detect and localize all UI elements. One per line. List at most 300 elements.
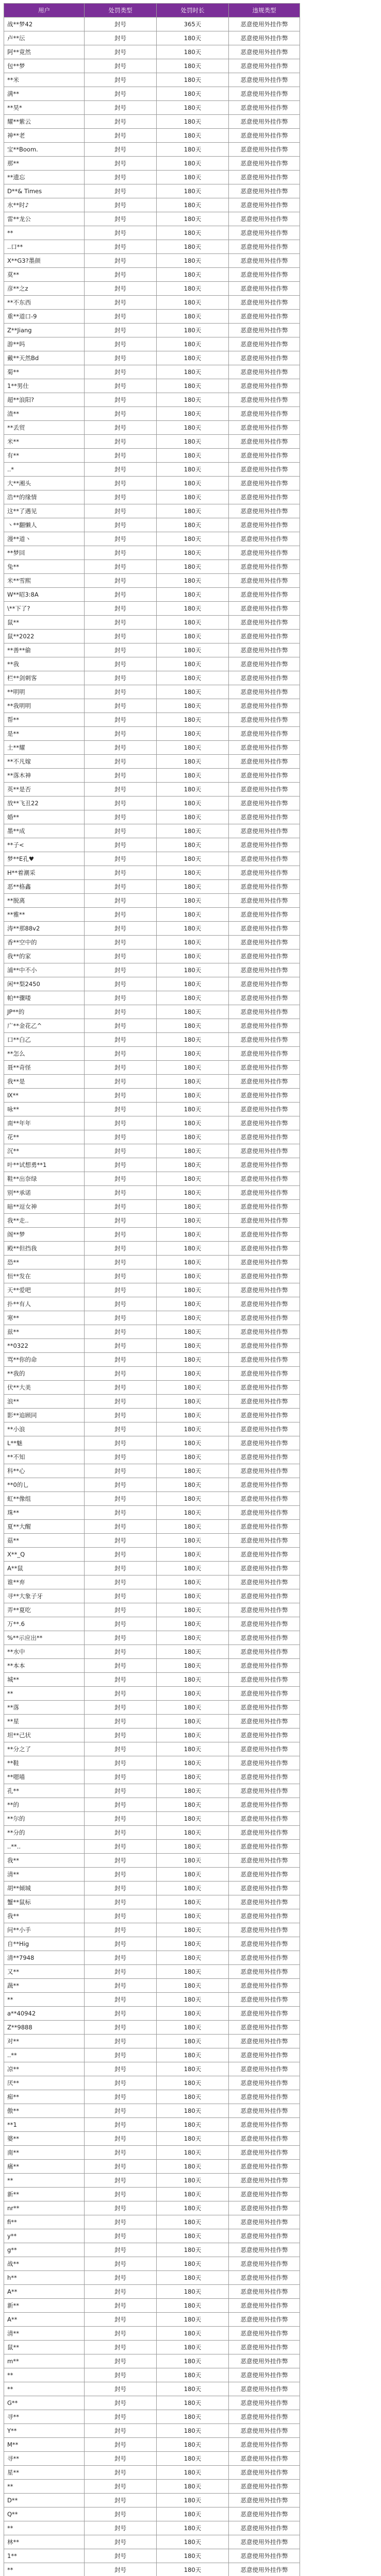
cell-penalty-type: 封号 xyxy=(85,574,157,588)
cell-username: **嗯喵 xyxy=(4,1770,85,1784)
cell-penalty-duration: 180天 xyxy=(157,2132,229,2146)
cell-penalty-type: 封号 xyxy=(85,2062,157,2076)
cell-violation-type: 恶意使用外挂作弊 xyxy=(229,1311,300,1325)
cell-username: 婆** xyxy=(4,2132,85,2146)
cell-penalty-duration: 180天 xyxy=(157,1979,229,1993)
table-row xyxy=(4,894,300,908)
table-row xyxy=(4,532,300,546)
cell-violation-type: 恶意使用外挂作弊 xyxy=(229,657,300,671)
table-row xyxy=(4,2174,300,2188)
table-row xyxy=(4,1728,300,1742)
cell-penalty-duration: 180天 xyxy=(157,1103,229,1116)
cell-penalty-duration: 180天 xyxy=(157,1603,229,1617)
cell-penalty-duration: 180天 xyxy=(157,2201,229,2215)
cell-penalty-type: 封号 xyxy=(85,337,157,351)
table-row xyxy=(4,1826,300,1840)
cell-penalty-duration: 180天 xyxy=(157,1868,229,1882)
table-row xyxy=(4,824,300,838)
cell-penalty-duration: 180天 xyxy=(157,866,229,880)
table-row xyxy=(4,1256,300,1269)
cell-penalty-type: 封号 xyxy=(85,2521,157,2535)
cell-username: 阁**梦 xyxy=(4,1228,85,1242)
table-row xyxy=(4,87,300,101)
cell-violation-type: 恶意使用外挂作弊 xyxy=(229,1701,300,1715)
cell-violation-type: 恶意使用外挂作弊 xyxy=(229,1603,300,1617)
table-row xyxy=(4,1353,300,1367)
cell-penalty-type: 封号 xyxy=(85,254,157,268)
cell-username: 花** xyxy=(4,1130,85,1144)
cell-violation-type: 恶意使用外挂作弊 xyxy=(229,337,300,351)
cell-username: 浪** xyxy=(4,1395,85,1409)
cell-username: a**40942 xyxy=(4,2007,85,2021)
cell-violation-type: 恶意使用外挂作弊 xyxy=(229,2494,300,2507)
cell-violation-type: 恶意使用外挂作弊 xyxy=(229,31,300,45)
cell-penalty-duration: 180天 xyxy=(157,296,229,310)
cell-username: **丢贸 xyxy=(4,421,85,435)
cell-penalty-duration: 180天 xyxy=(157,1742,229,1756)
cell-username: **尔的 xyxy=(4,1812,85,1826)
cell-violation-type: 恶意使用外挂作弊 xyxy=(229,2160,300,2174)
cell-violation-type: 恶意使用外挂作弊 xyxy=(229,1673,300,1687)
cell-penalty-duration: 180天 xyxy=(157,421,229,435)
cell-penalty-duration: 180天 xyxy=(157,1631,229,1645)
cell-username: ** xyxy=(4,1687,85,1701)
cell-penalty-duration: 180天 xyxy=(157,324,229,337)
cell-penalty-duration: 180天 xyxy=(157,2229,229,2243)
cell-violation-type: 恶意使用外挂作弊 xyxy=(229,2090,300,2104)
cell-violation-type: 恶意使用外挂作弊 xyxy=(229,1200,300,1214)
table-row xyxy=(4,2521,300,2535)
cell-penalty-type: 封号 xyxy=(85,393,157,407)
cell-penalty-type: 封号 xyxy=(85,769,157,783)
table-row xyxy=(4,1228,300,1242)
table-row xyxy=(4,518,300,532)
cell-penalty-type: 封号 xyxy=(85,2327,157,2341)
cell-violation-type: 恶意使用外挂作弊 xyxy=(229,1506,300,1520)
table-row xyxy=(4,1687,300,1701)
table-row xyxy=(4,2243,300,2257)
table-row xyxy=(4,1617,300,1631)
cell-violation-type: 恶意使用外挂作弊 xyxy=(229,991,300,1005)
cell-violation-type: 恶意使用外挂作弊 xyxy=(229,1659,300,1673)
cell-violation-type: 恶意使用外挂作弊 xyxy=(229,699,300,713)
cell-username: 林** xyxy=(4,2535,85,2549)
table-row xyxy=(4,1562,300,1575)
cell-username: \**下了? xyxy=(4,602,85,616)
table-row xyxy=(4,1854,300,1868)
cell-violation-type: 恶意使用外挂作弊 xyxy=(229,45,300,59)
cell-violation-type: 恶意使用外挂作弊 xyxy=(229,810,300,824)
table-row xyxy=(4,602,300,616)
cell-penalty-duration: 180天 xyxy=(157,310,229,324)
table-row xyxy=(4,45,300,59)
cell-violation-type: 恶意使用外挂作弊 xyxy=(229,880,300,894)
cell-penalty-type: 封号 xyxy=(85,1311,157,1325)
cell-penalty-type: 封号 xyxy=(85,1228,157,1242)
table-row xyxy=(4,1436,300,1450)
table-row xyxy=(4,31,300,45)
table-row xyxy=(4,1075,300,1089)
cell-username: 我**是 xyxy=(4,1075,85,1089)
cell-username: 伏**大美 xyxy=(4,1381,85,1395)
cell-username: 香**空中的 xyxy=(4,936,85,950)
cell-penalty-duration: 180天 xyxy=(157,574,229,588)
cell-penalty-type: 封号 xyxy=(85,198,157,212)
cell-violation-type: 恶意使用外挂作弊 xyxy=(229,1214,300,1228)
cell-penalty-duration: 180天 xyxy=(157,477,229,490)
cell-penalty-duration: 180天 xyxy=(157,45,229,59)
cell-username: M** xyxy=(4,2438,85,2452)
cell-penalty-duration: 180天 xyxy=(157,31,229,45)
cell-penalty-type: 封号 xyxy=(85,1770,157,1784)
cell-penalty-duration: 180天 xyxy=(157,1923,229,1937)
cell-penalty-duration: 180天 xyxy=(157,1200,229,1214)
cell-username: 包**梦 xyxy=(4,59,85,73)
table-row xyxy=(4,1269,300,1283)
table-row xyxy=(4,1325,300,1339)
table-row xyxy=(4,2132,300,2146)
cell-penalty-type: 封号 xyxy=(85,1214,157,1228)
cell-penalty-type: 封号 xyxy=(85,1339,157,1353)
table-row xyxy=(4,1214,300,1228)
cell-penalty-duration: 180天 xyxy=(157,2452,229,2466)
cell-username: 广**金花乙^ xyxy=(4,1019,85,1033)
cell-penalty-type: 封号 xyxy=(85,1534,157,1548)
cell-penalty-type: 封号 xyxy=(85,1617,157,1631)
cell-username: **小浪 xyxy=(4,1422,85,1436)
cell-penalty-type: 封号 xyxy=(85,490,157,504)
table-row xyxy=(4,337,300,351)
table-row xyxy=(4,838,300,852)
cell-violation-type: 恶意使用外挂作弊 xyxy=(229,2007,300,2021)
cell-violation-type: 恶意使用外挂作弊 xyxy=(229,490,300,504)
cell-violation-type: 恶意使用外挂作弊 xyxy=(229,59,300,73)
table-row xyxy=(4,977,300,991)
cell-penalty-duration: 180天 xyxy=(157,1367,229,1381)
table-row xyxy=(4,2229,300,2243)
table-row xyxy=(4,1061,300,1075)
table-row xyxy=(4,1798,300,1812)
cell-penalty-type: 封号 xyxy=(85,1520,157,1534)
cell-username: 胡**倾城 xyxy=(4,1882,85,1895)
cell-penalty-duration: 180天 xyxy=(157,1826,229,1840)
cell-violation-type: 恶意使用外挂作弊 xyxy=(229,1089,300,1103)
table-row xyxy=(4,1450,300,1464)
cell-username: fi** xyxy=(4,2215,85,2229)
cell-penalty-duration: 180天 xyxy=(157,602,229,616)
cell-violation-type: 恶意使用外挂作弊 xyxy=(229,449,300,463)
cell-username: 战**梦42 xyxy=(4,18,85,31)
header-penalty-type: 处罚类型 xyxy=(85,4,157,18)
cell-violation-type: 恶意使用外挂作弊 xyxy=(229,2048,300,2062)
cell-penalty-type: 封号 xyxy=(85,1882,157,1895)
cell-penalty-duration: 180天 xyxy=(157,143,229,157)
cell-violation-type: 恶意使用外挂作弊 xyxy=(229,1103,300,1116)
cell-violation-type: 恶意使用外挂作弊 xyxy=(229,518,300,532)
cell-penalty-duration: 180天 xyxy=(157,2563,229,2576)
cell-username: **昊* xyxy=(4,101,85,115)
cell-username: **1 xyxy=(4,2118,85,2132)
cell-username: 浩**的缘情 xyxy=(4,490,85,504)
cell-username: 寻**大象子牙 xyxy=(4,1589,85,1603)
table-row xyxy=(4,171,300,184)
cell-username: 影**追顾同 xyxy=(4,1409,85,1422)
cell-penalty-type: 封号 xyxy=(85,2452,157,2466)
cell-violation-type: 恶意使用外挂作弊 xyxy=(229,2480,300,2494)
cell-penalty-duration: 180天 xyxy=(157,1784,229,1798)
cell-violation-type: 恶意使用外挂作弊 xyxy=(229,1909,300,1923)
cell-penalty-type: 封号 xyxy=(85,2341,157,2354)
cell-violation-type: 恶意使用外挂作弊 xyxy=(229,1882,300,1895)
cell-penalty-duration: 180天 xyxy=(157,894,229,908)
header-penalty-duration: 处罚时长 xyxy=(157,4,229,18)
cell-penalty-type: 封号 xyxy=(85,1242,157,1256)
cell-penalty-type: 封号 xyxy=(85,1979,157,1993)
cell-violation-type: 恶意使用外挂作弊 xyxy=(229,2229,300,2243)
table-row xyxy=(4,1812,300,1826)
cell-penalty-type: 封号 xyxy=(85,2354,157,2368)
cell-username: **分之了 xyxy=(4,1742,85,1756)
cell-penalty-duration: 180天 xyxy=(157,463,229,477)
cell-username: 咏** xyxy=(4,1103,85,1116)
cell-penalty-type: 封号 xyxy=(85,1172,157,1186)
cell-username: 沉** xyxy=(4,1144,85,1158)
cell-penalty-duration: 180天 xyxy=(157,1492,229,1506)
cell-penalty-duration: 180天 xyxy=(157,2215,229,2229)
cell-penalty-type: 封号 xyxy=(85,101,157,115)
cell-penalty-type: 封号 xyxy=(85,2535,157,2549)
cell-penalty-duration: 180天 xyxy=(157,741,229,755)
cell-username: 大**湘头 xyxy=(4,477,85,490)
cell-username: H**着潮采 xyxy=(4,866,85,880)
cell-violation-type: 恶意使用外挂作弊 xyxy=(229,2118,300,2132)
table-row xyxy=(4,1645,300,1659)
table-row xyxy=(4,2341,300,2354)
cell-violation-type: 恶意使用外挂作弊 xyxy=(229,2549,300,2563)
cell-penalty-type: 封号 xyxy=(85,1047,157,1061)
cell-violation-type: 恶意使用外挂作弊 xyxy=(229,894,300,908)
cell-violation-type: 恶意使用外挂作弊 xyxy=(229,1589,300,1603)
cell-username: **我的 xyxy=(4,1367,85,1381)
cell-violation-type: 恶意使用外挂作弊 xyxy=(229,1478,300,1492)
cell-penalty-type: 封号 xyxy=(85,685,157,699)
cell-violation-type: 恶意使用外挂作弊 xyxy=(229,1562,300,1575)
cell-penalty-type: 封号 xyxy=(85,1728,157,1742)
table-row xyxy=(4,1589,300,1603)
cell-penalty-type: 封号 xyxy=(85,2160,157,2174)
cell-violation-type: 恶意使用外挂作弊 xyxy=(229,1979,300,1993)
cell-penalty-duration: 180天 xyxy=(157,1951,229,1965)
cell-violation-type: 恶意使用外挂作弊 xyxy=(229,379,300,393)
cell-username: 珠** xyxy=(4,1506,85,1520)
cell-penalty-type: 封号 xyxy=(85,2035,157,2048)
table-row xyxy=(4,351,300,365)
cell-username: **雅** xyxy=(4,908,85,922)
cell-penalty-type: 封号 xyxy=(85,2118,157,2132)
cell-violation-type: 恶意使用外挂作弊 xyxy=(229,351,300,365)
cell-username: 1**男仕 xyxy=(4,379,85,393)
cell-username: 战** xyxy=(4,2257,85,2271)
cell-violation-type: 恶意使用外挂作弊 xyxy=(229,2271,300,2285)
cell-penalty-duration: 180天 xyxy=(157,1144,229,1158)
cell-penalty-type: 封号 xyxy=(85,1756,157,1770)
table-row xyxy=(4,1631,300,1645)
cell-violation-type: 恶意使用外挂作弊 xyxy=(229,2257,300,2271)
cell-violation-type: 恶意使用外挂作弊 xyxy=(229,2076,300,2090)
cell-violation-type: 恶意使用外挂作弊 xyxy=(229,463,300,477)
table-row xyxy=(4,2354,300,2368)
cell-username: **遗忘 xyxy=(4,171,85,184)
table-row xyxy=(4,184,300,198)
cell-penalty-type: 封号 xyxy=(85,630,157,643)
cell-penalty-duration: 180天 xyxy=(157,2535,229,2549)
cell-violation-type: 恶意使用外挂作弊 xyxy=(229,1242,300,1256)
cell-violation-type: 恶意使用外挂作弊 xyxy=(229,477,300,490)
table-row xyxy=(4,880,300,894)
cell-violation-type: 恶意使用外挂作弊 xyxy=(229,226,300,240)
cell-penalty-duration: 180天 xyxy=(157,588,229,602)
cell-penalty-type: 封号 xyxy=(85,1200,157,1214)
cell-violation-type: 恶意使用外挂作弊 xyxy=(229,1395,300,1409)
table-body xyxy=(4,18,300,2576)
header-username: 用户 xyxy=(4,4,85,18)
cell-violation-type: 恶意使用外挂作弊 xyxy=(229,143,300,157)
cell-violation-type: 恶意使用外挂作弊 xyxy=(229,741,300,755)
cell-violation-type: 恶意使用外挂作弊 xyxy=(229,2021,300,2035)
cell-username: g** xyxy=(4,2243,85,2257)
table-row xyxy=(4,2494,300,2507)
cell-username: 自**Hig xyxy=(4,1937,85,1951)
table-row xyxy=(4,1659,300,1673)
cell-username: 科**心 xyxy=(4,1464,85,1478)
cell-violation-type: 恶意使用外挂作弊 xyxy=(229,2424,300,2438)
cell-username: 扑**有人 xyxy=(4,1297,85,1311)
cell-username: ..* xyxy=(4,463,85,477)
cell-username: A** xyxy=(4,2285,85,2299)
cell-username: 星** xyxy=(4,2466,85,2480)
cell-penalty-type: 封号 xyxy=(85,87,157,101)
table-row xyxy=(4,922,300,936)
cell-username: 雷**龙公 xyxy=(4,212,85,226)
table-row xyxy=(4,810,300,824)
cell-penalty-duration: 180天 xyxy=(157,630,229,643)
cell-penalty-type: 封号 xyxy=(85,1575,157,1589)
cell-penalty-duration: 180天 xyxy=(157,950,229,963)
cell-penalty-type: 封号 xyxy=(85,1478,157,1492)
table-row xyxy=(4,1242,300,1256)
cell-penalty-duration: 180天 xyxy=(157,2243,229,2257)
cell-penalty-type: 封号 xyxy=(85,1019,157,1033)
table-row xyxy=(4,2480,300,2494)
cell-penalty-type: 封号 xyxy=(85,1645,157,1659)
table-row xyxy=(4,1742,300,1756)
cell-penalty-type: 封号 xyxy=(85,518,157,532)
cell-username: 栏**剑刺客 xyxy=(4,671,85,685)
cell-penalty-duration: 180天 xyxy=(157,435,229,449)
cell-username: ** xyxy=(4,2480,85,2494)
cell-penalty-type: 封号 xyxy=(85,546,157,560)
table-row xyxy=(4,393,300,407)
table-row xyxy=(4,296,300,310)
cell-penalty-type: 封号 xyxy=(85,1854,157,1868)
cell-penalty-duration: 180天 xyxy=(157,184,229,198)
cell-username: 米** xyxy=(4,435,85,449)
table-row xyxy=(4,852,300,866)
cell-username: 城** xyxy=(4,1673,85,1687)
cell-penalty-duration: 180天 xyxy=(157,713,229,727)
table-row xyxy=(4,1993,300,2007)
table-row xyxy=(4,1186,300,1200)
table-row xyxy=(4,2090,300,2104)
table-row xyxy=(4,1492,300,1506)
cell-penalty-duration: 180天 xyxy=(157,699,229,713)
cell-username: 是** xyxy=(4,727,85,741)
cell-violation-type: 恶意使用外挂作弊 xyxy=(229,129,300,143)
cell-username: 新** xyxy=(4,2188,85,2201)
cell-username: 天**爱吧 xyxy=(4,1283,85,1297)
cell-username: 对** xyxy=(4,2035,85,2048)
cell-penalty-type: 封号 xyxy=(85,1909,157,1923)
cell-penalty-type: 封号 xyxy=(85,240,157,254)
table-row xyxy=(4,2215,300,2229)
cell-penalty-duration: 180天 xyxy=(157,1687,229,1701)
cell-username: 聂**奇怪 xyxy=(4,1061,85,1075)
cell-username: h** xyxy=(4,2271,85,2285)
cell-username: 菊** xyxy=(4,365,85,379)
cell-violation-type: 恶意使用外挂作弊 xyxy=(229,1868,300,1882)
table-row xyxy=(4,1715,300,1728)
cell-penalty-type: 封号 xyxy=(85,2104,157,2118)
cell-username: 谁**弃 xyxy=(4,1575,85,1589)
cell-violation-type: 恶意使用外挂作弊 xyxy=(229,504,300,518)
table-row xyxy=(4,1548,300,1562)
cell-username: **星 xyxy=(4,1715,85,1728)
table-row xyxy=(4,1923,300,1937)
cell-violation-type: 恶意使用外挂作弊 xyxy=(229,2188,300,2201)
cell-username: Z**Jiang xyxy=(4,324,85,337)
cell-username: **脱离 xyxy=(4,894,85,908)
cell-penalty-type: 封号 xyxy=(85,18,157,31)
cell-violation-type: 恶意使用外挂作弊 xyxy=(229,2521,300,2535)
cell-violation-type: 恶意使用外挂作弊 xyxy=(229,2035,300,2048)
cell-penalty-duration: 180天 xyxy=(157,1728,229,1742)
cell-penalty-duration: 180天 xyxy=(157,2313,229,2327)
ban-list-table xyxy=(4,3,300,2576)
cell-penalty-duration: 180天 xyxy=(157,198,229,212)
cell-violation-type: 恶意使用外挂作弊 xyxy=(229,282,300,296)
cell-username: 游**吗 xyxy=(4,337,85,351)
cell-violation-type: 恶意使用外挂作弊 xyxy=(229,1172,300,1186)
cell-penalty-type: 封号 xyxy=(85,2480,157,2494)
cell-username: 梦**E孔♥ xyxy=(4,852,85,866)
cell-penalty-type: 封号 xyxy=(85,477,157,490)
cell-penalty-type: 封号 xyxy=(85,1144,157,1158)
cell-violation-type: 恶意使用外挂作弊 xyxy=(229,1826,300,1840)
cell-violation-type: 恶意使用外挂作弊 xyxy=(229,1770,300,1784)
cell-penalty-duration: 180天 xyxy=(157,2382,229,2396)
cell-username: **0322 xyxy=(4,1339,85,1353)
cell-username: 清** xyxy=(4,1868,85,1882)
cell-username: 恒**发在 xyxy=(4,1269,85,1283)
cell-penalty-type: 封号 xyxy=(85,379,157,393)
cell-penalty-duration: 180天 xyxy=(157,2410,229,2424)
cell-penalty-duration: 180天 xyxy=(157,2507,229,2521)
cell-username: W**昭3:8A xyxy=(4,588,85,602)
cell-penalty-type: 封号 xyxy=(85,616,157,630)
cell-violation-type: 恶意使用外挂作弊 xyxy=(229,1965,300,1979)
cell-penalty-type: 封号 xyxy=(85,727,157,741)
cell-violation-type: 恶意使用外挂作弊 xyxy=(229,936,300,950)
